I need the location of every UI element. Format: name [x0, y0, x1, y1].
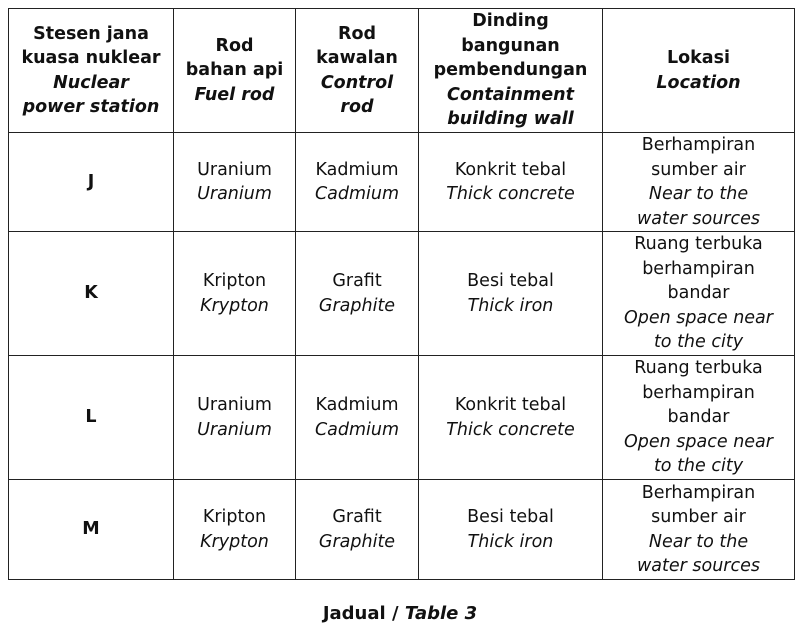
header-text: Rod	[337, 23, 377, 44]
cell-text: water sources	[636, 556, 761, 576]
caption-en: Table 3	[404, 603, 478, 624]
control-rod-cell	[296, 133, 419, 232]
cell-text: Uranium	[197, 395, 272, 415]
cell-text: Ruang terbuka	[634, 358, 763, 379]
table-row	[9, 356, 795, 480]
cell-text: Grafit	[332, 507, 382, 527]
location-cell	[603, 133, 795, 232]
header-text: pembendungan	[433, 60, 588, 81]
header-text: Control	[320, 72, 394, 93]
cell-text: sumber air	[651, 159, 746, 180]
header-text: Stesen jana	[33, 23, 149, 44]
cell-text: Besi tebal	[467, 271, 554, 291]
cell-text: Open space near	[624, 431, 773, 452]
header-text: power station	[22, 97, 160, 117]
wall-cell	[419, 480, 603, 580]
cell-text: Grafit	[332, 271, 382, 291]
table-caption	[0, 603, 800, 624]
cell-text: to the city	[653, 332, 744, 353]
location-cell	[603, 232, 795, 356]
cell-text: Besi tebal	[467, 507, 554, 527]
header-text: Fuel rod	[194, 84, 275, 105]
cell-text: Cadmium	[314, 419, 400, 440]
header-text: kuasa nuklear	[21, 48, 161, 68]
cell-text: Uranium	[197, 419, 272, 440]
table-row	[9, 133, 795, 232]
header-fuel-rod	[174, 9, 296, 133]
header-location	[603, 9, 795, 133]
header-text: Location	[656, 72, 741, 93]
cell-text: Berhampiran	[641, 482, 756, 503]
header-text: Rod	[215, 35, 254, 56]
header-text: Containment	[447, 84, 574, 105]
header-text: Nuclear	[53, 72, 129, 93]
cell-text: Kadmium	[315, 395, 399, 415]
cell-text: berhampiran	[642, 258, 755, 279]
table-row	[9, 232, 795, 356]
header-control-rod	[296, 9, 419, 133]
fuel-rod-cell	[174, 133, 296, 232]
header-containment-wall	[419, 9, 603, 133]
fuel-rod-cell	[174, 232, 296, 356]
header-text: bahan api	[185, 60, 284, 81]
nuclear-station-table	[8, 8, 795, 580]
cell-text: Graphite	[318, 531, 396, 552]
caption-ms: Jadual	[322, 603, 386, 624]
header-text: building wall	[447, 109, 574, 130]
cell-text: Thick concrete	[446, 184, 575, 204]
location-cell	[603, 480, 795, 580]
cell-text: bandar	[667, 407, 730, 428]
wall-cell	[419, 232, 603, 356]
wall-cell	[419, 133, 603, 232]
control-rod-cell	[296, 356, 419, 480]
fuel-rod-cell	[174, 480, 296, 580]
cell-text: Kadmium	[315, 159, 399, 180]
station-cell: K	[9, 232, 174, 356]
cell-text: water sources	[636, 208, 761, 229]
cell-text: Near to the	[648, 184, 749, 204]
cell-text: sumber air	[651, 507, 746, 527]
cell-text: Krypton	[200, 295, 269, 316]
fuel-rod-cell	[174, 356, 296, 480]
header-text: Lokasi	[666, 48, 731, 68]
cell-text: Thick iron	[467, 295, 554, 316]
control-rod-cell	[296, 480, 419, 580]
cell-text: Konkrit tebal	[454, 395, 567, 415]
cell-text: Thick concrete	[446, 419, 575, 440]
cell-text: Thick iron	[467, 531, 554, 552]
cell-text: Kripton	[202, 271, 267, 291]
header-text: bangunan	[461, 35, 560, 56]
table-row	[9, 480, 795, 580]
cell-text: berhampiran	[642, 382, 755, 403]
station-cell: J	[9, 133, 174, 232]
station-cell: M	[9, 480, 174, 580]
cell-text: Near to the	[648, 531, 749, 552]
wall-cell	[419, 356, 603, 480]
cell-text: Uranium	[197, 184, 272, 204]
header-text: Dinding	[472, 11, 549, 32]
cell-text: Konkrit tebal	[454, 159, 567, 180]
station-cell: L	[9, 356, 174, 480]
cell-text: to the city	[653, 456, 744, 477]
header-text: rod	[340, 97, 374, 117]
cell-text: Graphite	[318, 295, 396, 316]
cell-text: Kripton	[202, 507, 267, 527]
cell-text: Ruang terbuka	[634, 234, 763, 255]
header-station	[9, 9, 174, 133]
cell-text: bandar	[667, 283, 730, 304]
cell-text: Berhampiran	[641, 135, 756, 155]
cell-text: Uranium	[197, 159, 272, 180]
control-rod-cell	[296, 232, 419, 356]
cell-text: Open space near	[624, 307, 773, 328]
cell-text: Krypton	[200, 531, 269, 552]
header-text: kawalan	[316, 48, 398, 68]
table-header-row	[9, 9, 795, 133]
caption-separator: /	[391, 603, 399, 624]
location-cell	[603, 356, 795, 480]
cell-text: Cadmium	[314, 184, 400, 204]
